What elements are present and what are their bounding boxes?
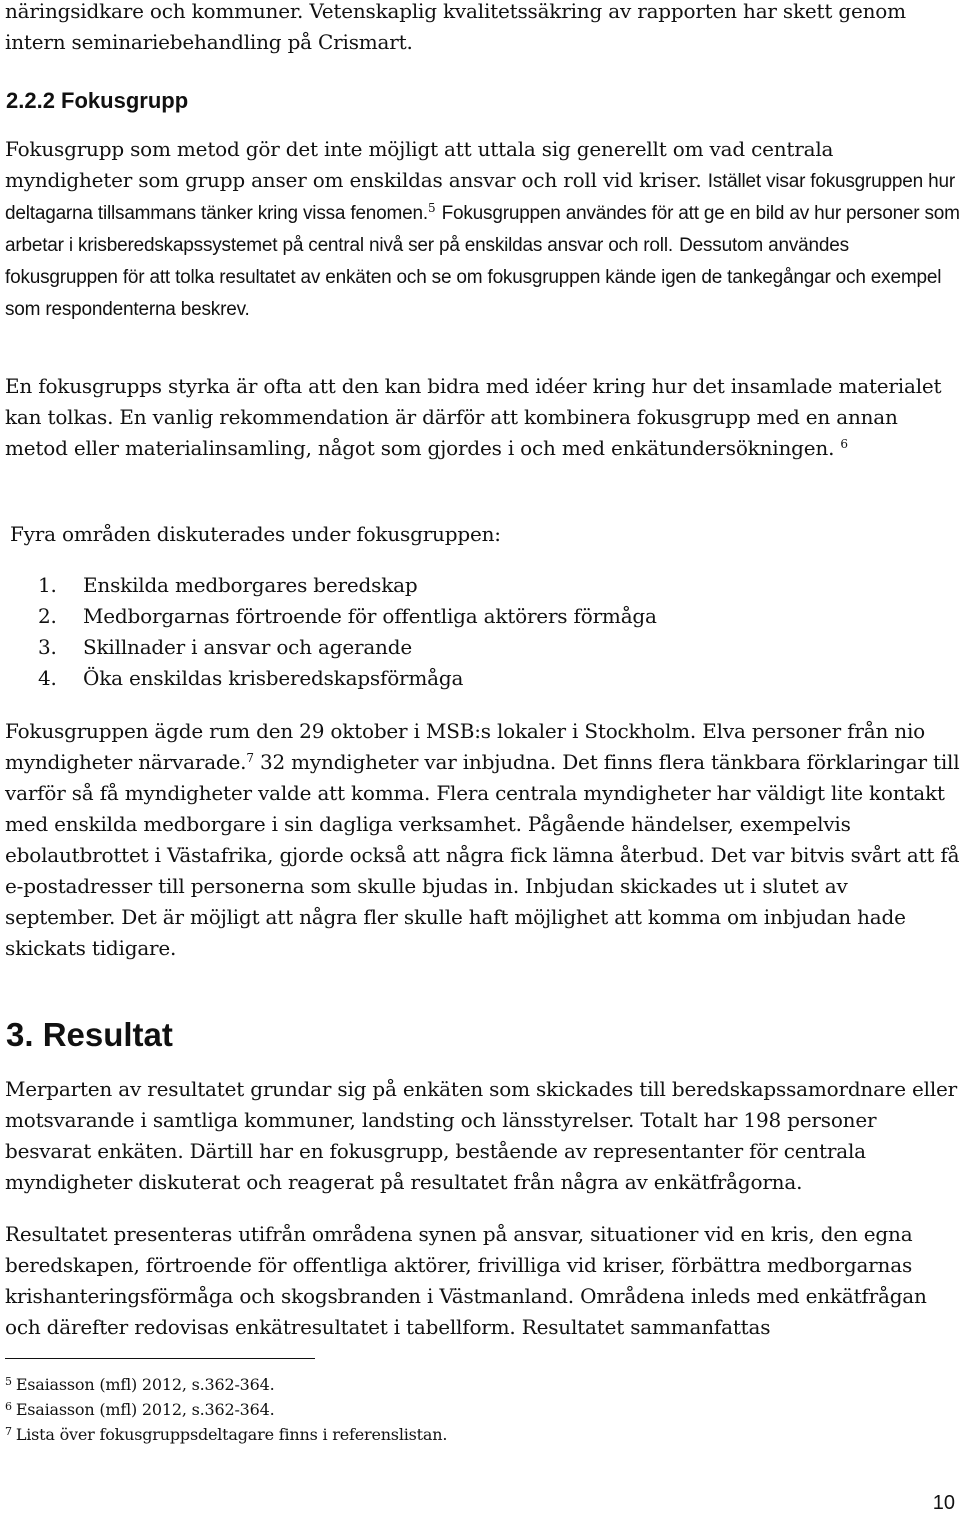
footnote — [5, 1422, 447, 1447]
p1-part-a: Fokusgrupp som metod gör det inte möjligt att uttala sig generellt om vad centrala myndigheter som grupp anser om enskildas ansvar och roll vid kriser. — [5, 137, 834, 192]
p1-part-b: Istället visar fokusgruppen hur deltagarna tillsammans tänker kring vissa fenomen. — [5, 171, 955, 224]
list-intro-text: Fyra områden diskuterades under fokusgruppen: — [10, 522, 501, 546]
section-heading-resultat: 3. Resultat — [6, 1016, 173, 1053]
footnotes — [5, 1372, 447, 1447]
resultat-paragraph-2 — [5, 1219, 960, 1343]
footnote-number: 7 — [5, 1425, 12, 1438]
footnote-text: Esaiasson (mfl) 2012, s.362-364. — [15, 1375, 275, 1394]
fokusgrupp-paragraph-1 — [5, 134, 960, 325]
intro-text: näringsidkare och kommuner. Vetenskaplig kvalitetssäkring av rapporten har skett genom intern seminariebehandling på Crismart. — [5, 0, 906, 54]
list-item — [38, 663, 657, 694]
p1-part-d: Dessutom användes fokusgruppen för att tolka resultatet av enkäten och se om fokusgruppen kände igen de tankegångar och exempel som respondenterna beskrev. — [5, 235, 942, 320]
p2-part-a: En fokusgrupps styrka är ofta att den kan bidra med idéer kring hur det insamlade materialet kan tolkas. — [5, 374, 942, 429]
resultat-paragraph-1 — [5, 1074, 960, 1198]
footnote-number: 6 — [5, 1400, 12, 1413]
list-item — [38, 570, 657, 601]
resultat-p1-text: Merparten av resultatet grundar sig på enkäten som skickades till beredskapssamordnare eller motsvarande i samtliga kommuner, landsting och länsstyrelser. Totalt har 198 personer besvarat enkäten. Därtill har en fokusgrupp, bestående av representanter för centrala myndigheter diskuterat och reagerat på resultatet från några av enkätfrågorna. — [5, 1077, 958, 1194]
list-item-number: 1. — [38, 573, 57, 597]
list-item-text: Medborgarnas förtroende för offentliga aktörers förmåga — [83, 604, 657, 628]
p2-part-b: En vanlig rekommendation är därför att kombinera fokusgrupp med en annan metod eller materialinsamling, något som gjordes i och med enkätundersökningen. — [5, 405, 898, 460]
p3-part-b: 32 myndigheter var inbjudna. Det finns flera tänkbara förklaringar till varför så få myndigheter valde att komma. Flera centrala myndigheter har väldigt lite kontakt med enskilda medborgare i sin dagliga verksamhet. Pågående händelser, exempelvis ebolautbrottet i Västafrika, gjorde också att några fick lämna återbud. Det var bitvis svårt att få e-postadresser till personerna som skulle bjudas in. Inbjudan skickades ut i slutet av september. Det är möjligt att några fler skulle haft möjlighet att komma om inbjudan hade skickats tidigare. — [5, 750, 960, 960]
section-heading-fokusgrupp: 2.2.2 Fokusgrupp — [6, 88, 189, 113]
list-item-number: 2. — [38, 604, 57, 628]
footnote-ref-7: 7 — [246, 751, 254, 765]
list-item-text: Enskilda medborgares beredskap — [83, 573, 418, 597]
list-item-number: 4. — [38, 666, 57, 690]
footnote — [5, 1372, 447, 1397]
list-item — [38, 632, 657, 663]
list-item-text: Skillnader i ansvar och agerande — [83, 635, 412, 659]
list-item-text: Öka enskildas krisberedskapsförmåga — [83, 666, 464, 690]
fokusgrupp-paragraph-2 — [5, 371, 960, 464]
footnote-number: 5 — [5, 1375, 12, 1388]
footnote-ref-6: 6 — [840, 437, 848, 451]
fokusgrupp-paragraph-3 — [5, 716, 960, 964]
discussion-areas-list — [38, 570, 657, 694]
list-item — [38, 601, 657, 632]
footnote-divider — [5, 1358, 315, 1359]
list-item-number: 3. — [38, 635, 57, 659]
footnote-ref-5: 5 — [427, 201, 436, 215]
list-intro — [10, 519, 960, 550]
intro-paragraph — [5, 0, 960, 58]
footnote-text: Esaiasson (mfl) 2012, s.362-364. — [15, 1400, 275, 1419]
footnote-text: Lista över fokusgruppsdeltagare finns i referenslistan. — [15, 1425, 448, 1444]
p3-part-a: Fokusgruppen ägde rum den 29 oktober i MSB:s lokaler i Stockholm. Elva personer från nio myndigheter närvarade. — [5, 719, 926, 774]
page-number: 10 — [932, 1492, 955, 1514]
p1-part-c: Fokusgruppen användes för att ge en bild av hur personer som arbetar i krisberedskapssystemet på central nivå ser på enskildas ansvar och roll. — [5, 203, 960, 256]
resultat-p2-text: Resultatet presenteras utifrån områdena synen på ansvar, situationer vid en kris, den egna beredskapen, förtroende för offentliga aktörer, frivilliga vid kriser, förbättra medborgarnas krishanteringsförmåga och skogsbranden i Västmanland. Områdena inleds med enkätfrågan och därefter redovisas enkätresultatet i tabellform. Resultatet sammanfattas — [5, 1222, 927, 1339]
footnote — [5, 1397, 447, 1422]
